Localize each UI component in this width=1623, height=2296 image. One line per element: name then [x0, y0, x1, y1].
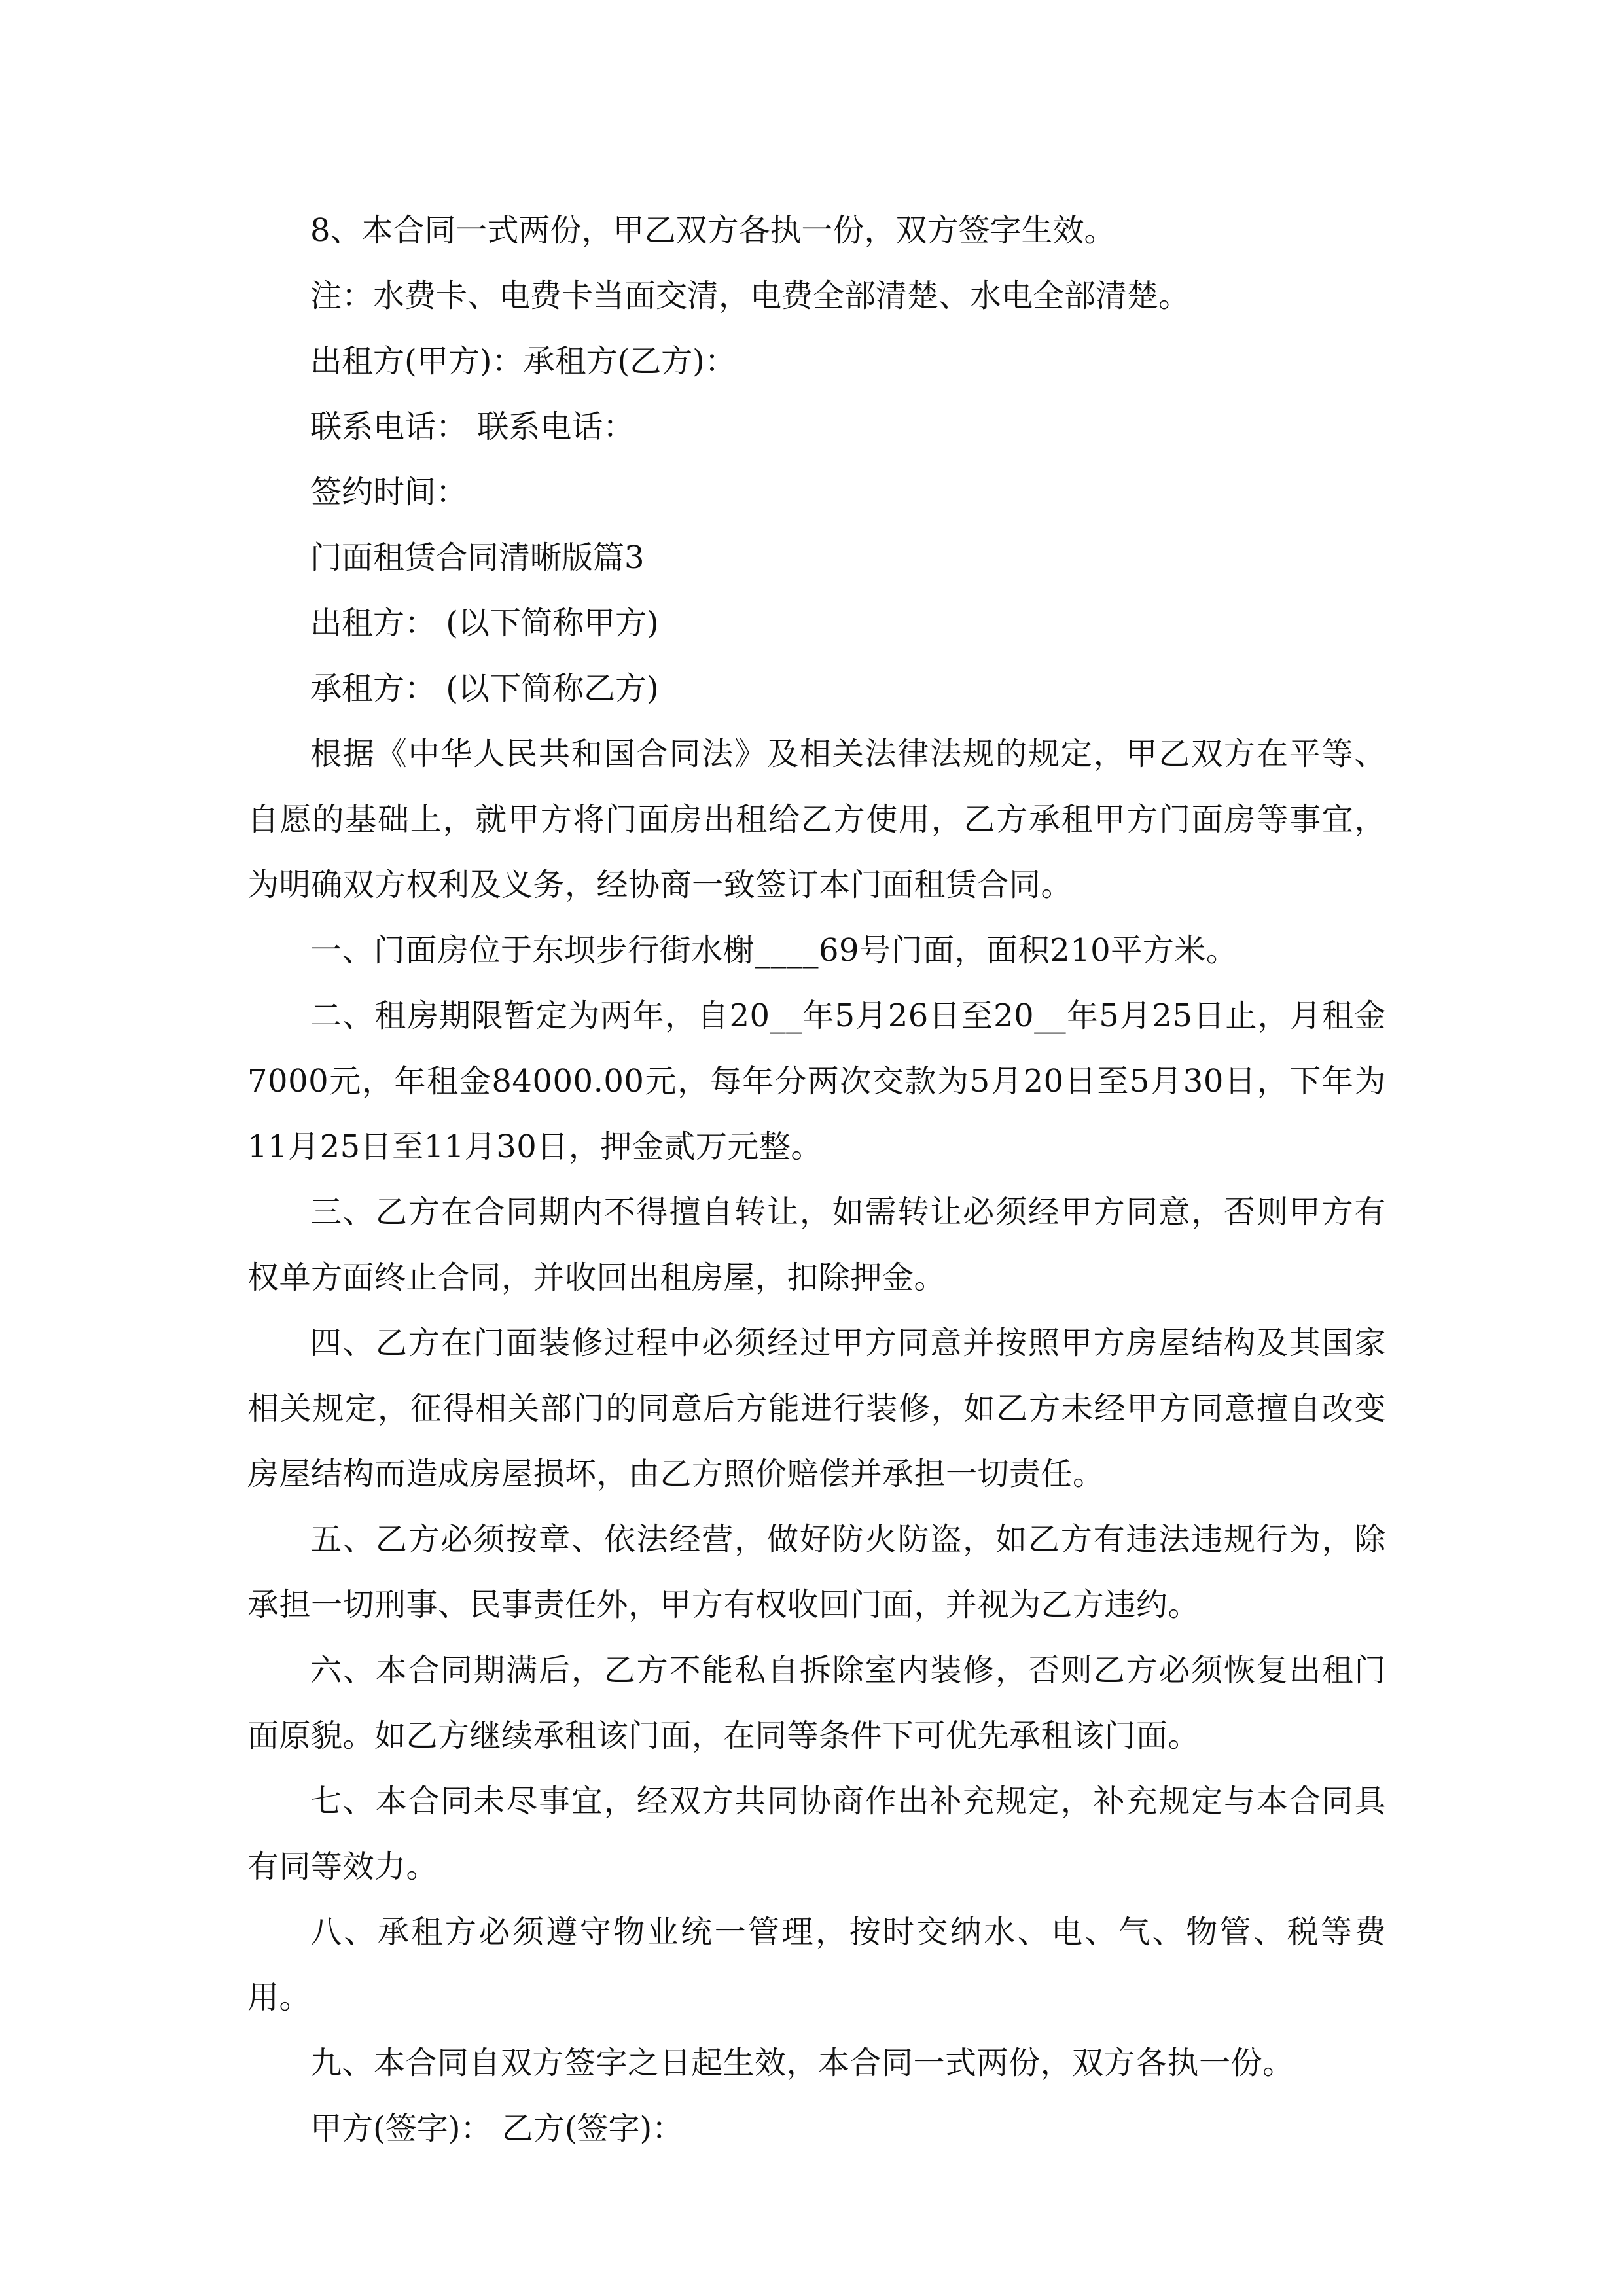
clause-2: 二、租房期限暂定为两年，自20__年5月26日至20__年5月25日止，月租金7000元，年租金84000.00元，每年分两次交款为5月20日至5月30日，下年为11月25日至11月30日，押金贰万元整。 — [247, 997, 1386, 1165]
clause-9: 九、本合同自双方签字之日起生效，本合同一式两份，双方各执一份。 — [310, 2045, 1294, 2081]
lessor-line: 出租方： (以下简称甲方) — [310, 605, 659, 641]
phone-line: 联系电话： 联系电话： — [310, 408, 635, 445]
intro-paragraph: 根据《中华人民共和国合同法》及相关法律法规的规定，甲乙双方在平等、自愿的基础上，就甲方将门面房出租给乙方使用，乙方承租甲方门面房等事宜，为明确双方权利及义务，经协商一致签订本门面租赁合同。 — [247, 736, 1386, 903]
clause-6: 六、本合同期满后，乙方不能私自拆除室内装修，否则乙方必须恢复出租门面原貌。如乙方继续承租该门面，在同等条件下可优先承租该门面。 — [247, 1652, 1386, 1754]
clause-8: 8、本合同一式两份，甲乙双方各执一份，双方签字生效。 — [310, 212, 1116, 249]
signing-date-line: 签约时间： — [310, 474, 468, 511]
clause-7: 七、本合同未尽事宜，经双方共同协商作出补充规定，补充规定与本合同具有同等效力。 — [247, 1783, 1386, 1885]
signature-line: 甲方(签字)： 乙方(签字)： — [310, 2110, 684, 2147]
document-body — [247, 198, 1386, 2161]
parties-line: 出租方(甲方)：承租方(乙方)： — [310, 343, 736, 380]
section-title: 门面租赁合同清晰版篇3 — [310, 539, 645, 576]
clause-1: 一、门面房位于东坝步行街水榭____69号门面，面积210平方米。 — [310, 932, 1238, 969]
clause-4: 四、乙方在门面装修过程中必须经过甲方同意并按照甲方房屋结构及其国家相关规定，征得相关部门的同意后方能进行装修，如乙方未经甲方同意擅自改变房屋结构而造成房屋损坏，由乙方照价赔偿并承担一切责任。 — [247, 1325, 1386, 1492]
clause-3: 三、乙方在合同期内不得擅自转让，如需转让必须经甲方同意，否则甲方有权单方面终止合同，并收回出租房屋，扣除押金。 — [247, 1194, 1386, 1296]
lessee-line: 承租方： (以下简称乙方) — [310, 670, 659, 707]
clause-5: 五、乙方必须按章、依法经营，做好防火防盗，如乙方有违法违规行为，除承担一切刑事、民事责任外，甲方有权收回门面，并视为乙方违约。 — [247, 1521, 1386, 1623]
clause-8-fees: 八、承租方必须遵守物业统一管理，按时交纳水、电、气、物管、税等费用。 — [247, 1914, 1386, 2016]
note-line: 注：水费卡、电费卡当面交清，电费全部清楚、水电全部清楚。 — [310, 278, 1190, 314]
